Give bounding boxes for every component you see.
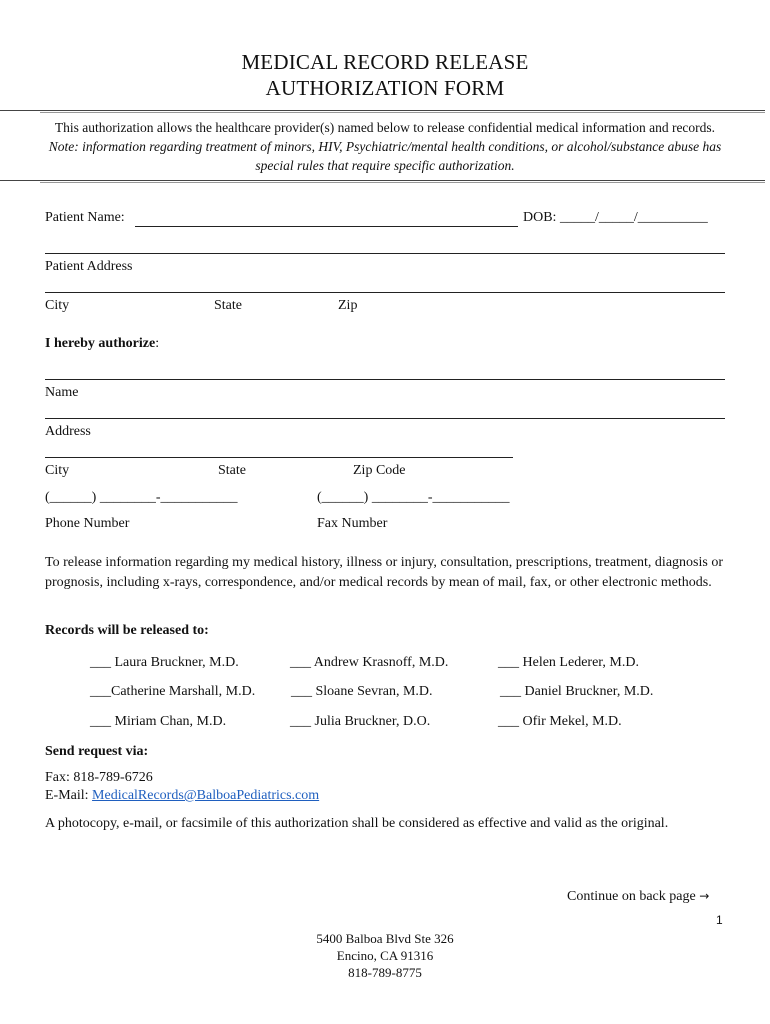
right-arrow-icon: →: [699, 889, 710, 903]
recipient-zip-label: Zip Code: [353, 463, 406, 478]
release-paragraph: To release information regarding my medical history, illness or injury, consultation, prescriptions, treatment, diagnosis or prognosis, including x-rays, correspondence, and/or medical records by mean of mail, fax, or other electronic methods.: [45, 555, 723, 590]
continue-text: Continue on back page: [567, 889, 696, 904]
email-contact: [45, 788, 319, 804]
fax-number-field[interactable]: (______) ________-___________: [317, 490, 510, 505]
email-label: E-Mail:: [45, 788, 93, 803]
footer-address-line-2: Encino, CA 91316: [336, 948, 434, 963]
fax-contact: Fax: 818-789-6726: [45, 770, 153, 785]
continue-note: [567, 889, 709, 905]
intro-note: Note: information regarding treatment of minors, HIV, Psychiatric/mental health conditions, or alcohol/substance abuse has special rules that require specific authorization.: [48, 139, 722, 173]
form-title-line-2: AUTHORIZATION FORM: [265, 76, 505, 100]
header-rule-bottom: [0, 180, 765, 181]
authorize-heading: [45, 336, 159, 352]
footer-address-line-1: 5400 Balboa Blvd Ste 326: [316, 931, 454, 946]
patient-city-label: City: [45, 298, 70, 313]
recipient-city-state-zip-field[interactable]: [45, 457, 513, 458]
header-rule-top: [0, 110, 765, 111]
page-number: 1: [716, 913, 723, 927]
recipient-state-label: State: [218, 463, 246, 478]
doctor-option-andrew-krasnoff[interactable]: ___ Andrew Krasnoff, M.D.: [290, 655, 449, 670]
send-request-heading: Send request via:: [45, 744, 149, 759]
doctor-option-helen-lederer[interactable]: ___ Helen Lederer, M.D.: [498, 655, 639, 670]
patient-name-field[interactable]: [135, 226, 518, 227]
patient-state-label: State: [214, 298, 242, 313]
intro-plain: This authorization allows the healthcare provider(s) named below to release confidential medical information and records.: [54, 120, 716, 135]
phone-number-label: Phone Number: [45, 516, 130, 531]
dob-field[interactable]: DOB: _____/_____/__________: [523, 210, 708, 225]
authorize-heading-colon: :: [155, 336, 160, 351]
email-link[interactable]: MedicalRecords@BalboaPediatrics.com: [92, 788, 320, 803]
records-heading: Records will be released to:: [45, 623, 209, 638]
recipient-name-field[interactable]: [45, 379, 725, 380]
patient-address-label: Patient Address: [45, 259, 133, 274]
patient-zip-label: Zip: [338, 298, 358, 313]
recipient-city-label: City: [45, 463, 70, 478]
phone-number-field[interactable]: (______) ________-___________: [45, 490, 238, 505]
doctor-option-sloane-sevran[interactable]: ___ Sloane Sevran, M.D.: [291, 684, 433, 699]
patient-name-label: Patient Name:: [45, 210, 125, 225]
photocopy-note: A photocopy, e-mail, or facsimile of this authorization shall be considered as effective and valid as the original.: [45, 816, 669, 831]
patient-address-field[interactable]: [45, 253, 725, 254]
doctor-option-catherine-marshall[interactable]: ___Catherine Marshall, M.D.: [90, 684, 256, 699]
recipient-address-label: Address: [45, 424, 91, 439]
form-title-line-1: MEDICAL RECORD RELEASE: [241, 50, 529, 74]
recipient-name-label: Name: [45, 385, 79, 400]
authorize-heading-text: I hereby authorize: [45, 336, 156, 351]
doctor-option-laura-bruckner[interactable]: ___ Laura Bruckner, M.D.: [90, 655, 239, 670]
header-rule-top-shadow: [40, 112, 765, 113]
footer-phone: 818-789-8775: [348, 965, 422, 980]
patient-city-state-zip-field[interactable]: [45, 292, 725, 293]
doctor-option-julia-bruckner[interactable]: ___ Julia Bruckner, D.O.: [290, 714, 431, 729]
fax-number-label: Fax Number: [317, 516, 388, 531]
doctor-option-ofir-mekel[interactable]: ___ Ofir Mekel, M.D.: [498, 714, 622, 729]
header-rule-bottom-shadow: [40, 182, 765, 183]
recipient-address-field[interactable]: [45, 418, 725, 419]
doctor-option-miriam-chan[interactable]: ___ Miriam Chan, M.D.: [90, 714, 227, 729]
doctor-option-daniel-bruckner[interactable]: ___ Daniel Bruckner, M.D.: [500, 684, 654, 699]
intro-text: [40, 118, 730, 175]
